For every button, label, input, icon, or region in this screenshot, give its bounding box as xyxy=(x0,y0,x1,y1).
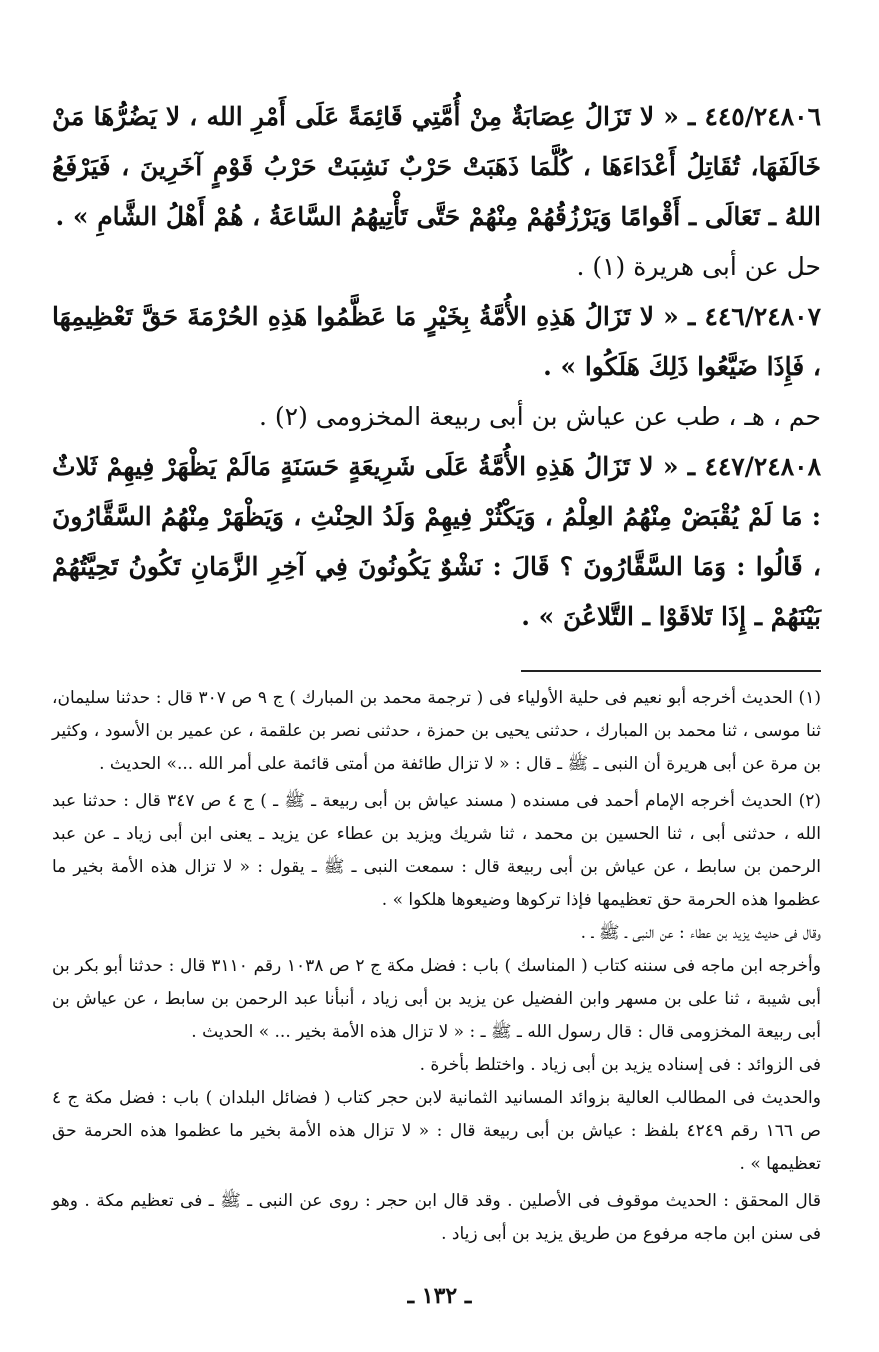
footnote-separator xyxy=(521,670,821,672)
footnote-2-note: وقال فى حديث يزيد بن عطاء : عن النبى ـ ﷺ ـ . xyxy=(580,923,821,943)
footnote-2-note: وأخرجه ابن ماجه فى سننه كتاب ( المناسك ) باب : فضل مكة ج ٢ ص ١٠٣٨ رقم ٣١١٠ قال : حدثنا أبو بكر بن أبى شيبة ، ثنا على بن مسهر وابن الفضيل عن يزيد بن أبى زياد ، أنبأنا عبد الرحمن بن سابط ، عن عياش بن أبى ربيعة المخزومى قال : قال رسول الله ـ ﷺ ـ : « لا تزال هذه الأمة بخير ... » الحديث . xyxy=(52,956,821,1042)
footnote-2-note: فى الزوائد : فى إسناده يزيد بن أبى زياد . واختلط بأخرة . xyxy=(419,1055,821,1075)
main-text xyxy=(52,92,821,642)
hadith-445 xyxy=(52,92,821,242)
footnotes xyxy=(52,682,821,1251)
hadith-text: « لا تَزَالُ هَذِهِ الأُمَّةُ عَلَى شَرِيعَةٍ حَسَنَةٍ مَالَمْ يَظْهَرْ فِيهِمْ ثَلاثٌ : مَا لَمْ يُقْبَضْ مِنْهُمُ العِلْمُ ، وَيَكْثُرْ فِيهِمْ وَلَدُ الحِنْثِ ، وَيَظْهَرْ مِنْهُمُ السَّقَّارُونَ ، قَالُوا : وَمَا السَّقَّارُونَ ؟ قَالَ : نَشْوٌ يَكُونُونَ فِي آخِرِ الزَّمَانِ تَكُونُ تَحِيَّتُهُمْ بَيْنَهُمْ ـ إِذَا تَلاقَوْا ـ التَّلاعُنَ » . xyxy=(52,452,821,631)
hadith-446 xyxy=(52,292,821,392)
hadith-text: « لا تَزَالُ عِصَابَةٌ مِنْ أُمَّتِي قَائِمَةً عَلَى أَمْرِ الله ، لا يَضُرُّهَا مَنْ خَالَفَهَا، تُقَاتِلُ أَعْدَاءَهَا ، كُلَّمَا ذَهَبَتْ حَرْبٌ نَشِبَتْ حَرْبُ قَوْمٍ آخَرِينَ ، فَيَرْفَعُ اللهُ ـ تَعَالَى ـ أَقْوامًا وَيَرْزُقُهُمْ مِنْهُمْ حَتَّى تَأْتِيهُمُ السَّاعَةُ ، هُمْ أَهْلُ الشَّامِ » . xyxy=(52,102,821,231)
hadith-source: حل عن أبى هريرة (١) . xyxy=(576,252,821,281)
hadith-447 xyxy=(52,442,821,642)
hadith-text: « لا تَزَالُ هَذِهِ الأُمَّةُ بِخَيْرٍ مَا عَظَّمُوا هَذِهِ الحُرْمَةَ حَقَّ تَعْظِيمِهَا ، فَإِذَا ضَيَّعُوا ذَلِكَ هَلَكُوا » . xyxy=(52,302,821,381)
footnote-2: (٢) الحديث أخرجه الإمام أحمد فى مسنده ( مسند عياش بن أبى ربيعة ـ ﷺ ـ ) ج ٤ ص ٣٤٧ قال : حدثنا عبد الله ، حدثنى أبى ، ثنا الحسين بن محمد ، ثنا شريك ويزيد بن عطاء عن يزيد ـ يعنى ابن أبى زياد ـ عن عبد الرحمن بن سابط ، عن عياش بن أبى ربيعة قال : سمعت النبى ـ ﷺ ـ يقول : « لا تزال هذه الأمة بخير ما عظموا هذه الحرمة حق تعظيمها فإذا تركوها وضيعوها هلكوا » . xyxy=(52,791,821,910)
footnote-2-note: قال المحقق : الحديث موقوف فى الأصلين . وقد قال ابن حجر : روى عن النبى ـ ﷺ ـ فى تعظيم مكة . وهو فى سنن ابن ماجه مرفوع من طريق يزيد بن أبى زياد . xyxy=(52,1191,821,1244)
footnote-2-note: والحديث فى المطالب العالية بزوائد المسانيد الثمانية لابن حجر كتاب ( فضائل البلدان ) باب : فضل مكة ج ٤ ص ١٦٦ رقم ٤٢٤٩ بلفظ : عياش بن أبى ربيعة قال : « لا تزال هذه الأمة بخير ما عظموا هذه الحرمة حق تعظيمها » . xyxy=(52,1088,821,1174)
page-number: ـ ١٣٢ ـ xyxy=(407,1283,472,1309)
hadith-number: ٤٤٦/٢٤٨٠٧ ـ xyxy=(687,302,822,331)
hadith-source: حم ، هـ ، طب عن عياش بن أبى ربيعة المخزومى (٢) . xyxy=(258,402,821,431)
hadith-number: ٤٤٧/٢٤٨٠٨ ـ xyxy=(687,452,821,481)
footnote-1: (١) الحديث أخرجه أبو نعيم فى حلية الأولياء فى ( ترجمة محمد بن المبارك ) ج ٩ ص ٣٠٧ قال : حدثنا سليمان، ثنا موسى ، ثنا محمد بن المبارك ، حدثنى يحيى بن حمزة ، حدثنى نصر بن علقمة ، عن عمير بن الأسود ، وكثير بن مرة عن أبى هريرة أن النبى ـ ﷺ ـ قال : « لا تزال طائفة من أمتى قائمة على أمر الله ...» الحديث . xyxy=(52,688,821,774)
hadith-number: ٤٤٥/٢٤٨٠٦ ـ xyxy=(687,102,821,131)
